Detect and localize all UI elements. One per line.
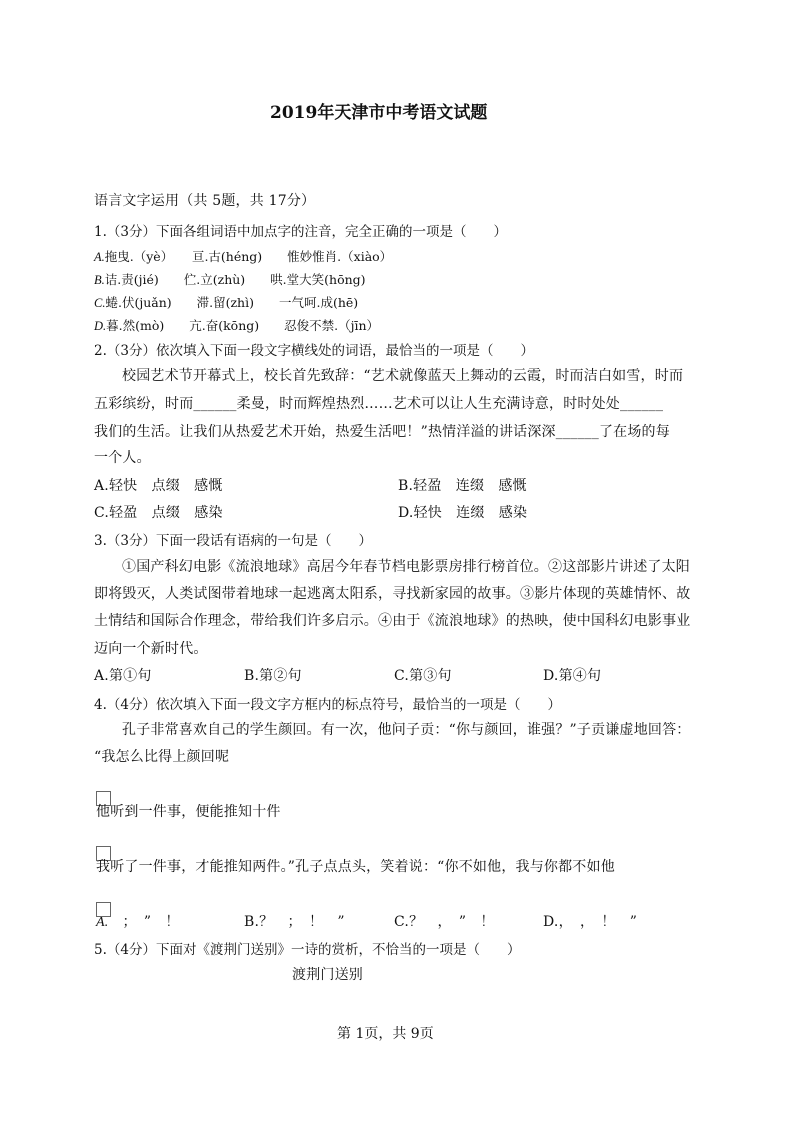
question-1-option-a xyxy=(94,247,392,265)
question-1-option-d xyxy=(94,316,379,334)
question-2-passage-line: 我们的生活。让我们从热爱艺术开始，热爱生活吧！”热情洋溢的讲话深深______了在场的每 xyxy=(94,424,670,440)
question-3-option-d: D.第④句 xyxy=(543,668,602,684)
question-3-option-b: B.第②句 xyxy=(244,668,302,684)
question-3-stem: 3.（3分）下面一段话有语病的一句是（ ） xyxy=(94,533,372,549)
question-3-option-a: A.第①句 xyxy=(94,668,152,684)
question-4-passage-line: “我怎么比得上颜回呢 xyxy=(94,749,230,765)
question-2-option-d: D.轻快 连缀 感染 xyxy=(398,505,528,521)
question-4-option-a xyxy=(96,911,180,931)
option-b-label: B. xyxy=(94,273,105,287)
option-c-text: 蜷.伏(juǎn) 滞.留(zhì) 一气呵.成(hē) xyxy=(105,295,359,310)
question-4-passage-line: 我听了一件事，才能推知两件。”孔子点点头，笑着说：“你不如他，我与你都不如他 xyxy=(96,859,615,875)
document-title: 2019年天津市中考语文试题 xyxy=(270,103,488,123)
option-d-text: 暮.然(mò) 亢.奋(kōng) 忍俊不禁.（jīn） xyxy=(106,318,380,333)
option-a-text: ； ” ！ xyxy=(122,914,180,930)
option-b-text: 诘.责(jié) 伫.立(zhù) 哄.堂大笑(hōng) xyxy=(104,272,366,287)
option-a-label: A. xyxy=(94,250,105,264)
question-4-passage-line: 他听到一件事，便能推知十件 xyxy=(96,804,281,820)
option-a-label: A. xyxy=(96,915,109,930)
question-4-option-d: D.， ， ！ ” xyxy=(543,914,638,930)
question-3-passage-line: 土情结和国际合作理念，带给我们许多启示。④由于《流浪地球》的热映，使中国科幻电影事业 xyxy=(94,613,691,629)
option-c-label: C. xyxy=(94,296,106,310)
question-1-option-b xyxy=(94,270,366,288)
question-3-passage-line: ①国产科幻电影《流浪地球》高居今年春节档电影票房排行榜首位。②这部影片讲述了太阳 xyxy=(122,559,690,575)
question-4-passage-line: 孔子非常喜欢自己的学生颜回。有一次，他问子贡：“你与颜回，谁强？”子贡谦虚地回答： xyxy=(122,722,691,738)
option-d-label: D. xyxy=(94,319,107,333)
question-5-stem: 5.（4分）下面对《渡荆门送别》一诗的赏析，不恰当的一项是（ ） xyxy=(94,942,521,958)
question-2-passage-line: 一个人。 xyxy=(94,450,151,466)
question-3-passage-line: 迈向一个新时代。 xyxy=(94,641,208,657)
poem-title: 渡荆门送别 xyxy=(292,967,363,983)
question-2-passage-line: 五彩缤纷，时而______柔曼，时而辉煌热烈……艺术可以让人生充满诗意，时时处处______ xyxy=(94,396,664,412)
question-2-option-a: A.轻快 点缀 感慨 xyxy=(94,478,223,494)
question-3-passage-line: 即将毁灭，人类试图带着地球一起逃离太阳系，寻找新家园的故事。③影片体现的英雄情怀、故 xyxy=(94,586,691,602)
section-heading: 语言文字运用（共 5题，共 17分） xyxy=(94,193,316,209)
question-2-stem: 2.（3分）依次填入下面一段文字横线处的词语，最恰当的一项是（ ） xyxy=(94,343,534,359)
question-2-option-c: C.轻盈 点缀 感染 xyxy=(94,505,223,521)
question-4-option-b: B.？ ； ！ ” xyxy=(244,914,345,930)
question-1-option-c xyxy=(94,293,358,311)
question-2-passage-line: 校园艺术节开幕式上，校长首先致辞：“艺术就像蓝天上舞动的云霞，时而洁白如雪，时而 xyxy=(122,368,684,384)
question-4-option-c: C.？ ， ” ！ xyxy=(394,914,495,930)
page-footer: 第 1页，共 9页 xyxy=(337,1026,434,1042)
question-1-stem: 1.（3分）下面各组词语中加点字的注音，完全正确的一项是（ ） xyxy=(94,224,507,240)
question-4-stem: 4.（4分）依次填入下面一段文字方框内的标点符号，最恰当的一项是（ ） xyxy=(94,697,561,713)
question-2-option-b: B.轻盈 连缀 感慨 xyxy=(398,478,527,494)
option-a-text: 拖曳.（yè） 亘.古(héng) 惟妙惟肖.（xiào） xyxy=(104,249,393,264)
question-3-option-c: C.第③句 xyxy=(394,668,452,684)
